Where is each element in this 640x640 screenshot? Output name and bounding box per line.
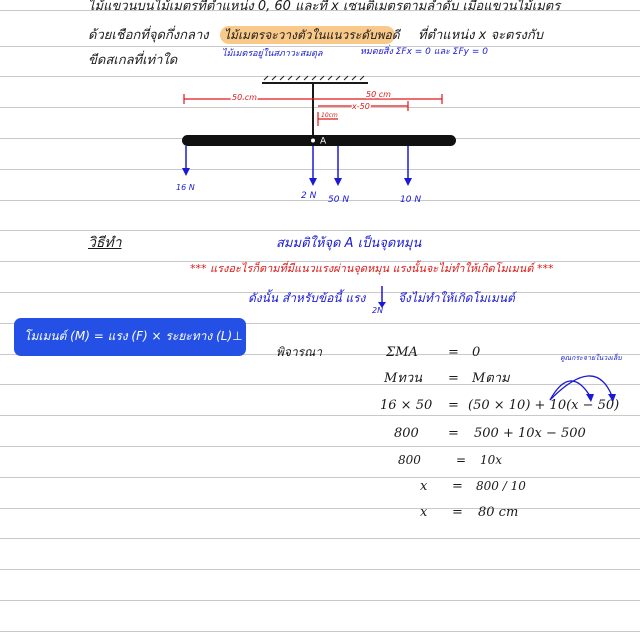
force-label-16n: 16 N (176, 183, 195, 192)
solution-heading: วิธีทำ (88, 235, 122, 251)
equation-5-rhs: 10x (480, 453, 503, 467)
pivot-warning: *** แรงอะไรก็ตามที่มีแนวแรงผ่านจุดหมุน แรงนั้นจะไม่ทำให้เกิดโมเมนต์ *** (190, 262, 554, 275)
problem-line-3: ขีดสเกลที่เท่าใด (88, 53, 178, 68)
equilibrium-note: ไม้เมตรอยู่ในสภาวะสมดุล (222, 49, 323, 59)
equation-6-rhs: 800 / 10 (476, 479, 526, 493)
meter-stick-diagram (0, 60, 640, 210)
pivot-label: A (320, 136, 327, 147)
force-arrow-2n (309, 146, 317, 186)
ruled-line (0, 600, 640, 601)
ruled-line (0, 446, 640, 447)
equation-3-rhs: (50 × 10) + 10(x − 50) (468, 398, 620, 413)
equation-3-op: = (448, 398, 459, 413)
equation-1-rhs: 0 (472, 345, 481, 360)
equation-6-lhs: x (420, 479, 428, 494)
small-distance-label: 10cm (321, 112, 338, 119)
force-label-10n: 10 N (400, 195, 422, 205)
equation-6-op: = (452, 479, 463, 494)
equation-4-rhs: 500 + 10x − 500 (474, 426, 586, 441)
ruled-line (0, 477, 640, 478)
right-distance-label: 50 cm (366, 90, 391, 99)
moment-formula-callout (14, 318, 246, 356)
solution-step-2-part-2: จึงไม่ทำให้เกิดโมเมนต์ (398, 291, 515, 305)
moment-formula-text: โมเมนต์ (M) = แรง (F) × ระยะทาง (L)⊥ (24, 329, 243, 343)
problem-line-2-part-2: ที่ตำแหน่ง x จะตรงกับ (418, 28, 543, 43)
equation-4-op: = (448, 426, 459, 441)
unknown-distance-label: x-50 (352, 102, 370, 111)
ruled-line (0, 538, 640, 539)
equation-1-lhs: ΣMA (386, 345, 418, 360)
left-distance-label: 50 cm (232, 93, 257, 102)
ceiling-support (262, 76, 368, 83)
equation-7-rhs: 80 cm (478, 505, 519, 520)
ruled-line (0, 508, 640, 509)
equation-7-op: = (452, 505, 463, 520)
ruled-line (0, 230, 640, 231)
problem-line-2-highlight: ไม้เมตรจะวางตัวในแนวระดับพอดี (224, 28, 400, 42)
force-label-50n: 50 N (328, 195, 350, 205)
problem-line-2-part-1: ด้วยเชือกที่จุดกึ่งกลาง (88, 28, 209, 43)
equilibrium-sum-note: หมดยสิ่ง ΣFx = 0 และ ΣFy = 0 (360, 47, 488, 57)
solution-step-1: สมมติให้จุด A เป็นจุดหมุน (276, 236, 422, 251)
equation-2-lhs: Mทวน (384, 371, 423, 386)
distribute-note: คูณกระจายในวงเล็บ (560, 354, 622, 362)
equation-3-lhs: 16 × 50 (380, 398, 433, 413)
equation-1-op: = (448, 345, 459, 360)
ruled-line (0, 46, 640, 47)
pivot-point (311, 139, 315, 143)
problem-line-1: ไม้แขวนบนไม้เมตรที่ตำแหน่ง 0, 60 และที่ x เซนติเมตรตามลำดับ เมื่อแขวนไม้เมตร (88, 0, 561, 14)
solution-step-2-force: 2N (372, 306, 384, 315)
consider-label: พิจารณา (276, 345, 322, 359)
solution-step-2-part-1: ดังนั้น สำหรับข้อนี้ แรง (248, 291, 366, 305)
meter-stick (182, 135, 456, 146)
equation-4-lhs: 800 (394, 426, 419, 441)
ruled-line (0, 415, 640, 416)
equation-5-lhs: 800 (398, 453, 421, 467)
ruled-line (0, 631, 640, 632)
ruled-line (0, 569, 640, 570)
force-label-2n: 2 N (301, 191, 317, 201)
equation-2-rhs: Mตาม (472, 371, 510, 386)
equation-2-op: = (448, 371, 459, 386)
force-arrow-50n (334, 146, 342, 186)
force-arrow-16n (182, 146, 190, 176)
equation-5-op: = (456, 453, 467, 467)
force-arrow-10n (404, 146, 412, 186)
equation-7-lhs: x (420, 505, 428, 520)
